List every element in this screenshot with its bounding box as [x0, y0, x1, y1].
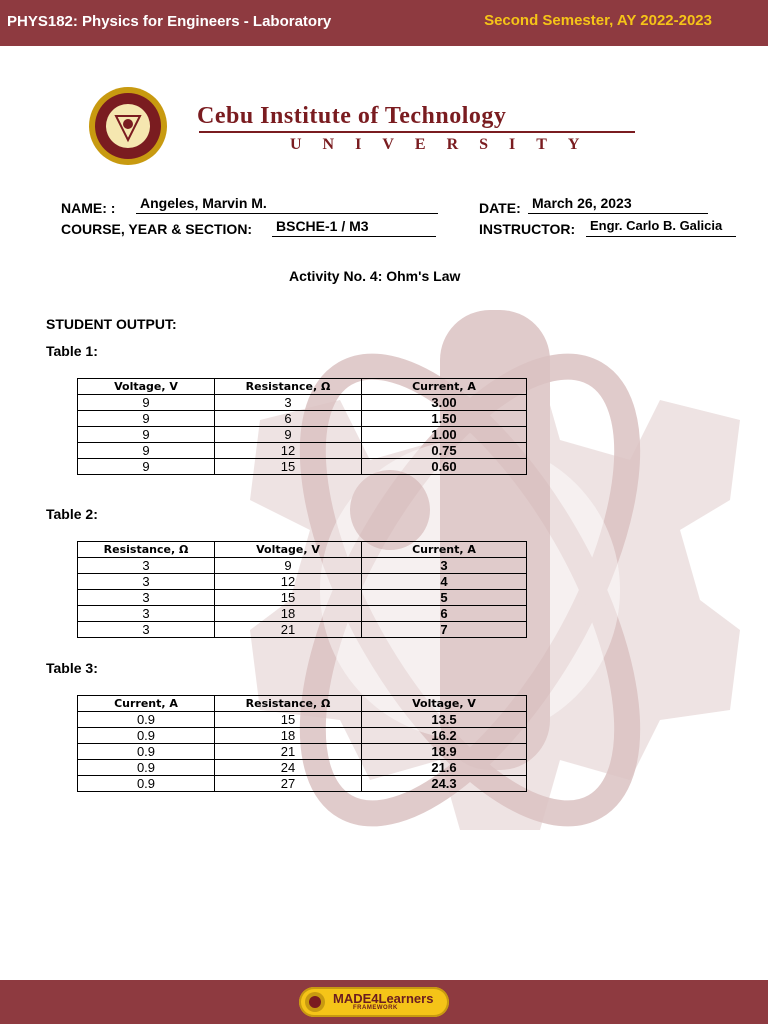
table-cell: 9	[78, 395, 215, 411]
table-row	[78, 443, 527, 459]
table-cell: 7	[362, 622, 527, 638]
table-cell: 27	[215, 776, 362, 792]
table-cell: 4	[362, 574, 527, 590]
table-1	[77, 378, 527, 475]
table-cell: 9	[78, 411, 215, 427]
table-cell: 9	[215, 427, 362, 443]
name-label: NAME: :	[61, 200, 116, 216]
table-cell: 3	[78, 574, 215, 590]
table-cell: 5	[362, 590, 527, 606]
table-cell: 0.9	[78, 776, 215, 792]
student-output-heading: STUDENT OUTPUT:	[46, 316, 177, 332]
column-header: Resistance, Ω	[215, 696, 362, 712]
table-cell: 24.3	[362, 776, 527, 792]
table-cell: 3	[78, 622, 215, 638]
table-cell: 0.9	[78, 760, 215, 776]
table-header-row	[78, 696, 527, 712]
table-cell: 3	[215, 395, 362, 411]
table-row	[78, 760, 527, 776]
made4learners-badge	[299, 987, 449, 1017]
table-2-label: Table 2:	[46, 506, 98, 522]
table-cell: 6	[215, 411, 362, 427]
column-header: Voltage, V	[78, 379, 215, 395]
table-cell: 6	[362, 606, 527, 622]
table-1-label: Table 1:	[46, 343, 98, 359]
badge-text: MADE4Learners	[333, 991, 434, 1006]
column-header: Resistance, Ω	[78, 542, 215, 558]
table-cell: 0.9	[78, 744, 215, 760]
column-header: Voltage, V	[362, 696, 527, 712]
table-cell: 9	[78, 427, 215, 443]
table-row	[78, 712, 527, 728]
table-3	[77, 695, 527, 792]
table-cell: 3	[362, 558, 527, 574]
column-header: Current, A	[362, 379, 527, 395]
table-header-row	[78, 542, 527, 558]
table-cell: 3.00	[362, 395, 527, 411]
course-title: PHYS182: Physics for Engineers - Laboratory	[7, 13, 332, 30]
column-header: Voltage, V	[215, 542, 362, 558]
table-cell: 21	[215, 622, 362, 638]
university-subtitle: UNIVERSITY	[290, 136, 601, 153]
table-cell: 9	[78, 459, 215, 475]
table-header-row	[78, 379, 527, 395]
gear-icon	[304, 991, 326, 1013]
instructor-value: Engr. Carlo B. Galicia	[586, 218, 736, 237]
table-cell: 12	[215, 574, 362, 590]
table-cell: 3	[78, 558, 215, 574]
table-cell: 0.60	[362, 459, 527, 475]
table-cell: 3	[78, 606, 215, 622]
table-cell: 15	[215, 459, 362, 475]
table-cell: 1.00	[362, 427, 527, 443]
table-cell: 0.9	[78, 728, 215, 744]
table-row	[78, 744, 527, 760]
badge-subtext: FRAMEWORK	[353, 1005, 398, 1011]
table-row	[78, 776, 527, 792]
university-name: Cebu Institute of Technology	[197, 103, 507, 129]
table-cell: 24	[215, 760, 362, 776]
table-row	[78, 427, 527, 443]
table-row	[78, 728, 527, 744]
table-row	[78, 622, 527, 638]
course-value: BSCHE-1 / M3	[272, 218, 436, 237]
table-row	[78, 411, 527, 427]
table-cell: 9	[78, 443, 215, 459]
table-cell: 18	[215, 606, 362, 622]
date-value: March 26, 2023	[528, 195, 708, 214]
university-seal-logo	[88, 86, 168, 166]
table-cell: 15	[215, 712, 362, 728]
table-cell: 21.6	[362, 760, 527, 776]
table-3-label: Table 3:	[46, 660, 98, 676]
table-cell: 0.75	[362, 443, 527, 459]
name-value: Angeles, Marvin M.	[136, 195, 438, 214]
header-bar	[0, 0, 768, 46]
instructor-label: INSTRUCTOR:	[479, 221, 576, 237]
table-row	[78, 395, 527, 411]
table-row	[78, 558, 527, 574]
table-row	[78, 459, 527, 475]
table-cell: 16.2	[362, 728, 527, 744]
table-cell: 21	[215, 744, 362, 760]
table-2	[77, 541, 527, 638]
table-cell: 18	[215, 728, 362, 744]
table-cell: 18.9	[362, 744, 527, 760]
table-cell: 12	[215, 443, 362, 459]
table-row	[78, 574, 527, 590]
course-label: COURSE, YEAR & SECTION:	[61, 221, 253, 237]
column-header: Current, A	[78, 696, 215, 712]
column-header: Current, A	[362, 542, 527, 558]
table-cell: 9	[215, 558, 362, 574]
table-row	[78, 606, 527, 622]
table-row	[78, 590, 527, 606]
date-label: DATE:	[479, 200, 521, 216]
university-name-rule	[199, 131, 635, 133]
column-header: Resistance, Ω	[215, 379, 362, 395]
activity-title: Activity No. 4: Ohm's Law	[289, 268, 461, 284]
table-cell: 1.50	[362, 411, 527, 427]
table-cell: 3	[78, 590, 215, 606]
table-cell: 15	[215, 590, 362, 606]
semester-label: Second Semester, AY 2022-2023	[484, 12, 712, 29]
table-cell: 0.9	[78, 712, 215, 728]
table-cell: 13.5	[362, 712, 527, 728]
